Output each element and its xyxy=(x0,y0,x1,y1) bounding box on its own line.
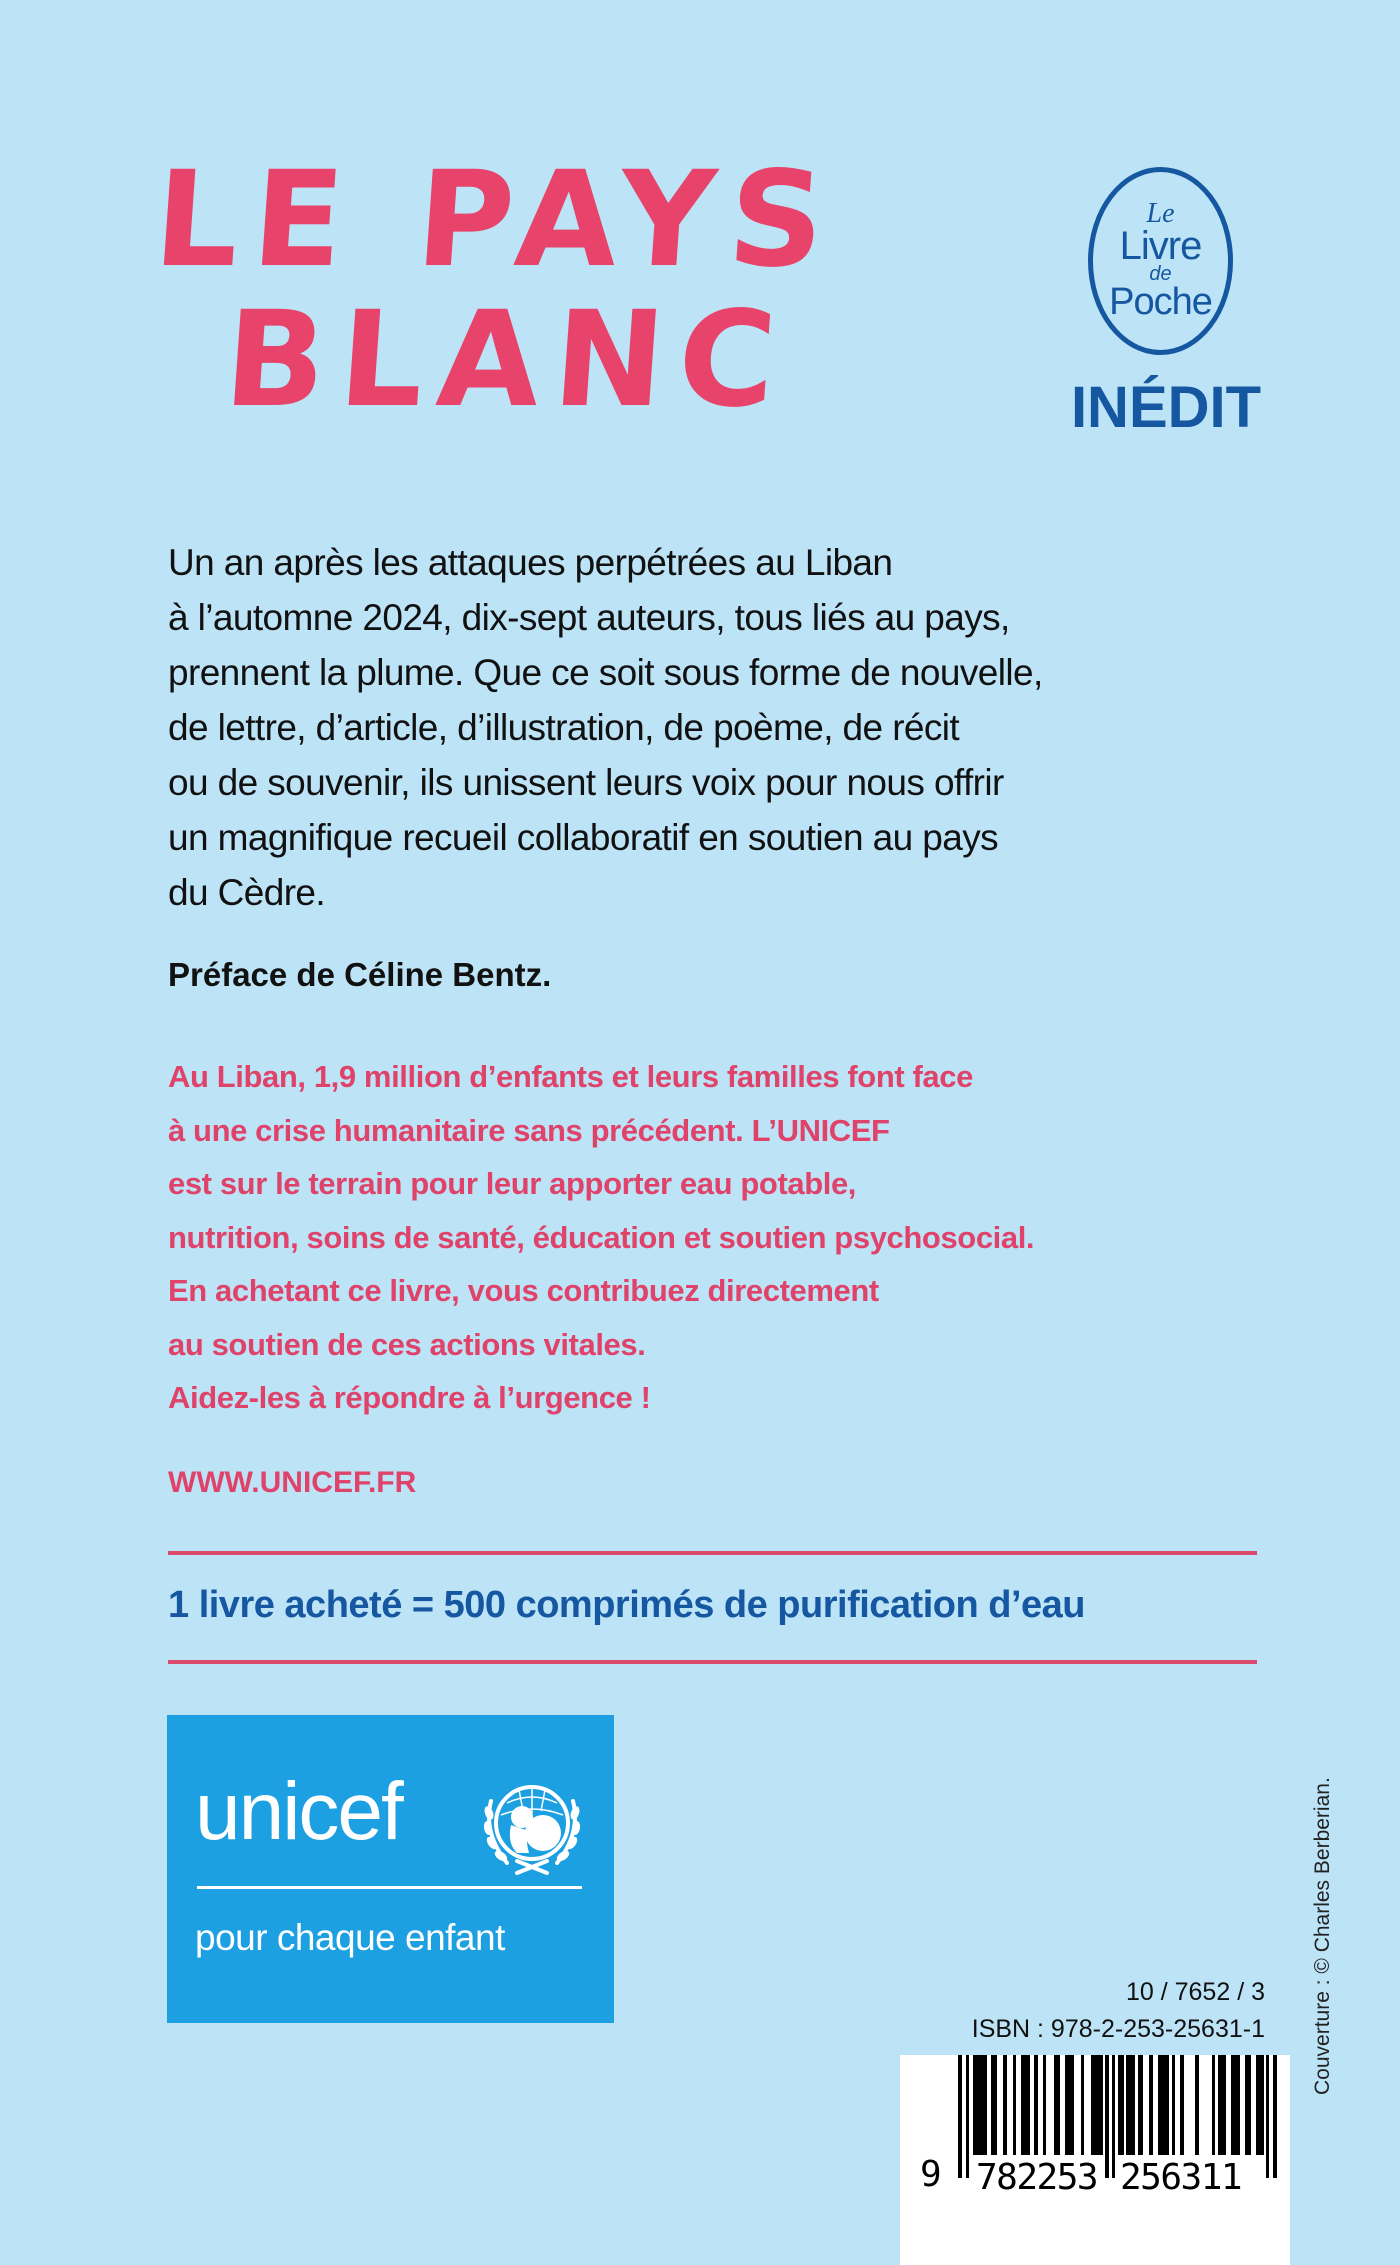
donation-tagline: 1 livre acheté = 500 comprimés de purification d’eau xyxy=(168,1584,1085,1626)
cover-credit: Couverture : © Charles Berberian. xyxy=(1311,1777,1334,2095)
logo-le: Le xyxy=(1146,198,1175,229)
barcode-group-2: 256311 xyxy=(1120,2157,1242,2198)
appeal-line: à une crise humanitaire sans précédent. L’UNICEF xyxy=(168,1112,890,1148)
intro-line: prennent la plume. Que ce soit sous forme de nouvelle, xyxy=(168,652,1043,693)
unicef-appeal xyxy=(168,1050,1318,1425)
inedit-badge: INÉDIT xyxy=(1070,375,1262,440)
intro-line: de lettre, d’article, d’illustration, de poème, de récit xyxy=(168,707,960,748)
barcode-first-digit: 9 xyxy=(920,2154,942,2195)
appeal-line: Au Liban, 1,9 million d’enfants et leurs familles font face xyxy=(168,1059,973,1094)
unicef-emblem-icon xyxy=(477,1773,587,1883)
preface-credit: Préface de Céline Bentz. xyxy=(168,956,552,993)
logo-poche: Poche xyxy=(1109,281,1212,323)
logo-livre: Livre xyxy=(1119,224,1202,268)
unicef-logo-block xyxy=(167,1715,614,2023)
catalog-code: 10 / 7652 / 3 xyxy=(1125,1978,1265,2006)
intro-line: Un an après les attaques perpétrées au Liban xyxy=(168,542,893,583)
appeal-line: au soutien de ces actions vitales. xyxy=(168,1326,646,1362)
intro-line: à l’automne 2024, dix-sept auteurs, tous liés au pays, xyxy=(168,597,1010,638)
appeal-line: nutrition, soins de santé, éducation et soutien psychosocial. xyxy=(168,1219,1035,1255)
title-line-1: LE PAYS xyxy=(149,143,844,297)
unicef-subtitle: pour chaque enfant xyxy=(195,1917,505,1958)
intro-line: du Cèdre. xyxy=(168,872,326,913)
intro-line: un magnifique recueil collaboratif en soutien au pays xyxy=(168,817,999,858)
divider-bottom xyxy=(168,1660,1257,1664)
isbn: ISBN : 978-2-253-25631-1 xyxy=(971,2015,1265,2043)
unicef-url[interactable]: WWW.UNICEF.FR xyxy=(168,1466,417,1499)
unicef-wordmark: unicef xyxy=(195,1766,402,1857)
book-title xyxy=(140,143,880,437)
appeal-line: En achetant ce livre, vous contribuez directement xyxy=(168,1273,879,1308)
livre-de-poche-logo xyxy=(1088,167,1233,355)
barcode-group-1: 782253 xyxy=(976,2157,1098,2198)
appeal-line: Aidez-les à répondre à l’urgence ! xyxy=(168,1380,651,1415)
intro-paragraph xyxy=(168,535,1268,920)
divider-top xyxy=(168,1551,1257,1555)
title-line-2: BLANC xyxy=(219,283,795,437)
intro-line: ou de souvenir, ils unissent leurs voix pour nous offrir xyxy=(168,762,1004,803)
unicef-divider xyxy=(197,1886,582,1889)
logo-de: de xyxy=(1149,263,1172,285)
appeal-line: est sur le terrain pour leur apporter eau potable, xyxy=(168,1166,857,1201)
barcode xyxy=(900,2055,1290,2265)
